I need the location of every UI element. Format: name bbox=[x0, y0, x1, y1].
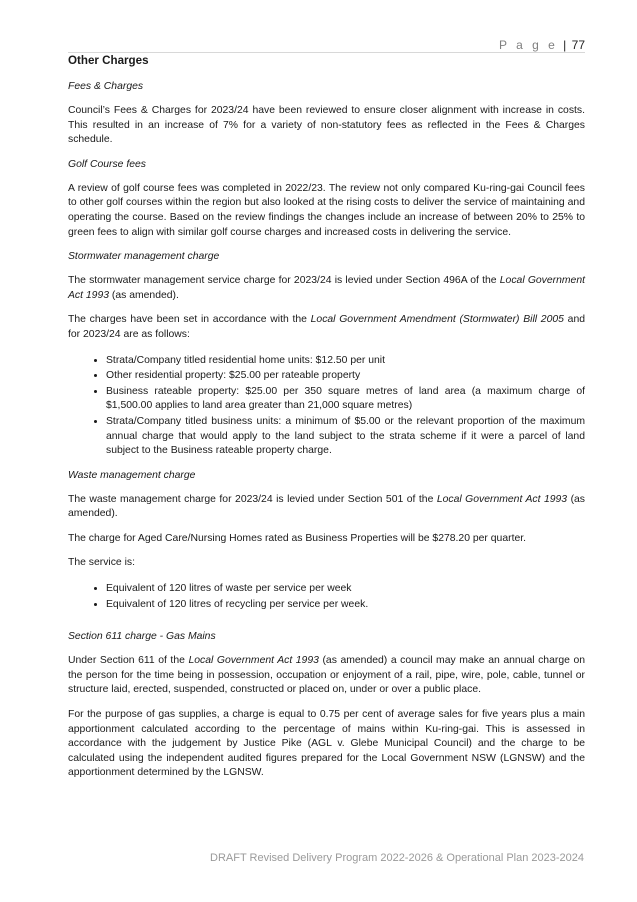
list-item: • Other residential property: $25.00 per rateable property bbox=[106, 368, 585, 384]
golf-heading: Golf Course fees bbox=[68, 158, 146, 170]
fees-paragraph: Council’s Fees & Charges for 2023/24 have been reviewed to ensure closer alignment with increase in costs. This resulted in an increase of 7% for a variety of non-statutory fees as reflected in the Fees & Charges schedule. bbox=[68, 105, 585, 146]
page-number-value: 77 bbox=[571, 38, 585, 52]
waste-paragraph-2: The charge for Aged Care/Nursing Homes rated as Business Properties will be $278.20 per quarter. bbox=[68, 532, 527, 544]
fees-heading: Fees & Charges bbox=[68, 81, 144, 92]
waste-paragraph-3: The service is: bbox=[68, 557, 135, 569]
waste-heading: Waste management charge bbox=[68, 469, 196, 481]
list-item: • Equivalent of 120 litres of recycling per service per week. bbox=[106, 597, 585, 613]
list-item: • Strata/Company titled business units: a minimum of $5.00 or the relevant proportion of the maximum annual charge that would apply to the land subject to the strata scheme if it were a parcel of land subject to the Business rateable property charge. bbox=[106, 414, 585, 459]
list-item: • Strata/Company titled residential home units: $12.50 per unit bbox=[106, 353, 585, 369]
list-item: • Equivalent of 120 litres of waste per service per week bbox=[106, 581, 585, 597]
list-item: • Business rateable property: $25.00 per 350 square metres of land area (a maximum charge of $1,500.00 applies to land area greater than 21,000 square metres) bbox=[106, 384, 585, 414]
page-number bbox=[499, 38, 585, 52]
stormwater-paragraph-2: The charges have been set in accordance with the Local Government Amendment (Stormwater) Bill 2005 and for 2023/24 are as follows: bbox=[68, 314, 585, 340]
page-content bbox=[68, 54, 585, 791]
s611-heading: Section 611 charge - Gas Mains bbox=[68, 631, 216, 643]
page-separator: | bbox=[563, 38, 567, 52]
section-title: Other Charges bbox=[68, 54, 149, 67]
stormwater-heading: Stormwater management charge bbox=[68, 251, 220, 263]
stormwater-charges-list bbox=[68, 353, 585, 459]
waste-service-list bbox=[68, 581, 585, 612]
page-footer: DRAFT Revised Delivery Program 2022-2026 & Operational Plan 2023-2024 bbox=[210, 852, 584, 864]
s611-paragraph-1: Under Section 611 of the Local Government Act 1993 (as amended) a council may make an annual charge on the person for the time being in possession, occupation or enjoyment of a rail, pipe, wire, pole, cable, tunnel or structure laid, erected, suspended, constructed or placed on, under or over a public place. bbox=[68, 655, 585, 696]
s611-paragraph-2: For the purpose of gas supplies, a charge is equal to 0.75 per cent of average sales for five years plus a main apportionment calculated according to the percentage of mains within Ku-ring-gai. This is assessed in accordance with the judgement by Justice Pike (AGL v. Glebe Municipal Council) and the charge to be calculated using the independent audited figures prepared for the Local Government NSW (LGNSW) and the apportionment determined by the LGNSW. bbox=[68, 709, 585, 779]
waste-paragraph-1: The waste management charge for 2023/24 is levied under Section 501 of the Local Government Act 1993 (as amended). bbox=[68, 493, 586, 520]
header-divider bbox=[68, 52, 585, 53]
stormwater-paragraph-1: The stormwater management service charge for 2023/24 is levied under Section 496A of the Local Government Act 1993 (as amended). bbox=[68, 275, 585, 301]
page-label: P a g e bbox=[499, 38, 558, 52]
golf-paragraph: A review of golf course fees was completed in 2022/23. The review not only compared Ku-ring-gai Council fees to other golf courses within the region but also looked at the rising costs to deliver the service of maintaining and operating the course. Based on the review findings the changes include an increase of between 20% to 25% to green fees to align with similar golf course charges and increased costs in delivering the service. bbox=[68, 182, 585, 238]
